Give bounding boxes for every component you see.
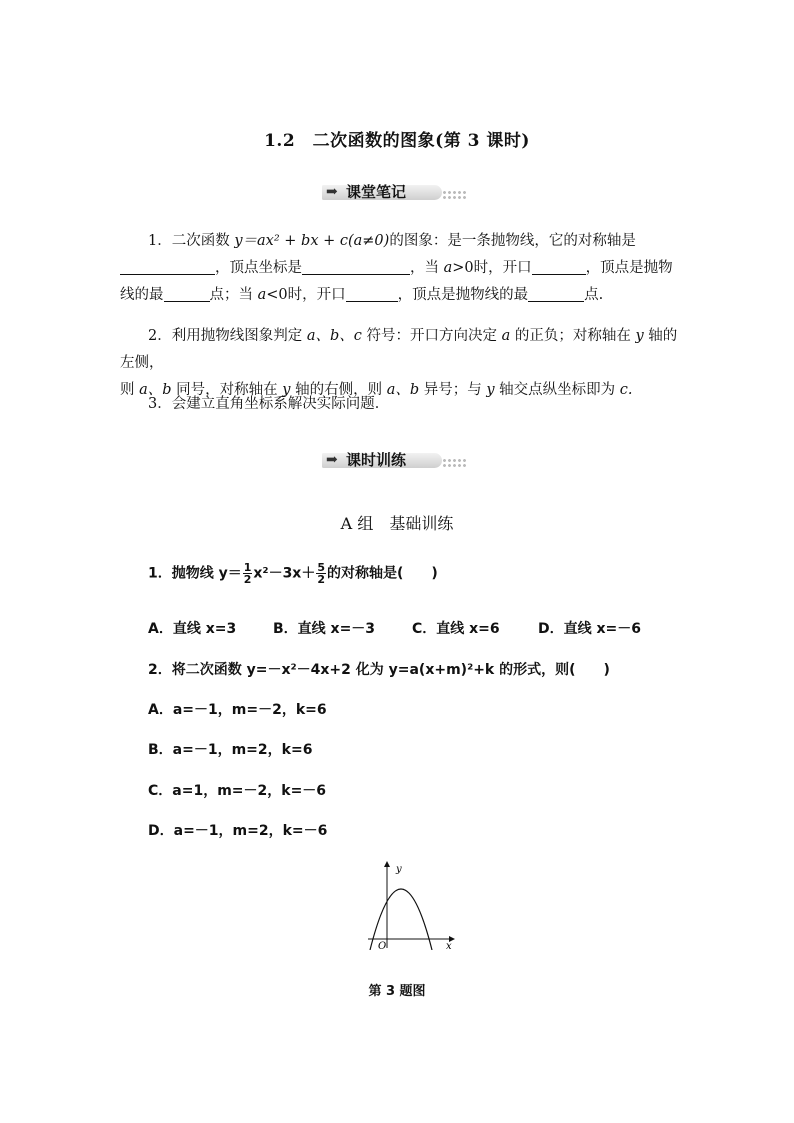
- section-banner-notes: [322, 182, 472, 204]
- banner-dots: [442, 190, 468, 200]
- question-1-option-d[interactable]: D．直线 x=－6: [538, 621, 641, 637]
- note-paragraph-2: 2．利用抛物线图象判定 a、b、c 符号：开口方向决定 a 的正负；对称轴在 y 轴的左侧， 则 a、b 同号，对称轴在 y 轴的右侧，则 a、b 异号；与 y 轴交点纵坐标即为 c.: [120, 328, 678, 398]
- parabola-figure: [360, 858, 460, 950]
- page-title: 1.2 二次函数的图象(第 3 课时): [264, 131, 530, 151]
- question-1-stem: 1．抛物线 y＝ $\frac{1}{2}$ x²－3x＋ $\frac{5}{2}$ 的对称轴是( ): [148, 561, 438, 586]
- fraction: $\frac{5}{2}$: [317, 561, 325, 586]
- fill-blank[interactable]: [532, 258, 586, 275]
- fill-blank[interactable]: [120, 258, 215, 275]
- note-paragraph-3: 3．会建立直角坐标系解决实际问题．: [148, 396, 390, 412]
- question-2-option-b[interactable]: B．a=－1，m=2，k=6: [148, 742, 313, 758]
- group-title: A 组 基础训练: [340, 514, 454, 533]
- pen-arrow-icon: ➡: [326, 452, 338, 468]
- fraction: $\frac{1}{2}$: [243, 561, 252, 586]
- fill-blank[interactable]: [302, 258, 410, 275]
- section-banner-training: [322, 450, 472, 472]
- banner-label: 课时训练: [346, 451, 407, 469]
- fill-blank[interactable]: [346, 285, 398, 302]
- banner-label: 课堂笔记: [346, 183, 407, 201]
- y-axis-label: y: [396, 864, 402, 875]
- question-1-option-b[interactable]: B．直线 x=－3: [273, 621, 376, 637]
- question-2-option-a[interactable]: A．a=－1，m=－2，k=6: [148, 702, 327, 718]
- question-2-option-d[interactable]: D．a=－1，m=2，k=－6: [148, 823, 328, 839]
- fill-blank[interactable]: [528, 285, 584, 302]
- note-paragraph-1: 1．二次函数 y＝ax² + bx + c(a≠0)的图象：是一条抛物线，它的对称轴是 ，顶点坐标是 ，当 a>0时，开口 ，顶点是抛物 线的最 点；当 a<0时，开口 ，顶点是抛物线的最 点.: [120, 233, 673, 303]
- figure-caption: 第 3 题图: [368, 984, 426, 999]
- question-2-stem: 2．将二次函数 y=－x²－4x+2 化为 y=a(x+m)²+k 的形式，则( ): [148, 662, 610, 678]
- question-1-option-c[interactable]: C．直线 x=6: [412, 621, 500, 637]
- origin-label: O: [378, 941, 387, 950]
- question-1-option-a[interactable]: A．直线 x=3: [148, 621, 237, 637]
- fill-blank[interactable]: [164, 285, 210, 302]
- x-axis-label: x: [446, 941, 452, 950]
- pen-arrow-icon: ➡: [326, 184, 338, 200]
- question-2-option-c[interactable]: C．a=1，m=－2，k=－6: [148, 783, 327, 799]
- banner-dots: [442, 458, 468, 468]
